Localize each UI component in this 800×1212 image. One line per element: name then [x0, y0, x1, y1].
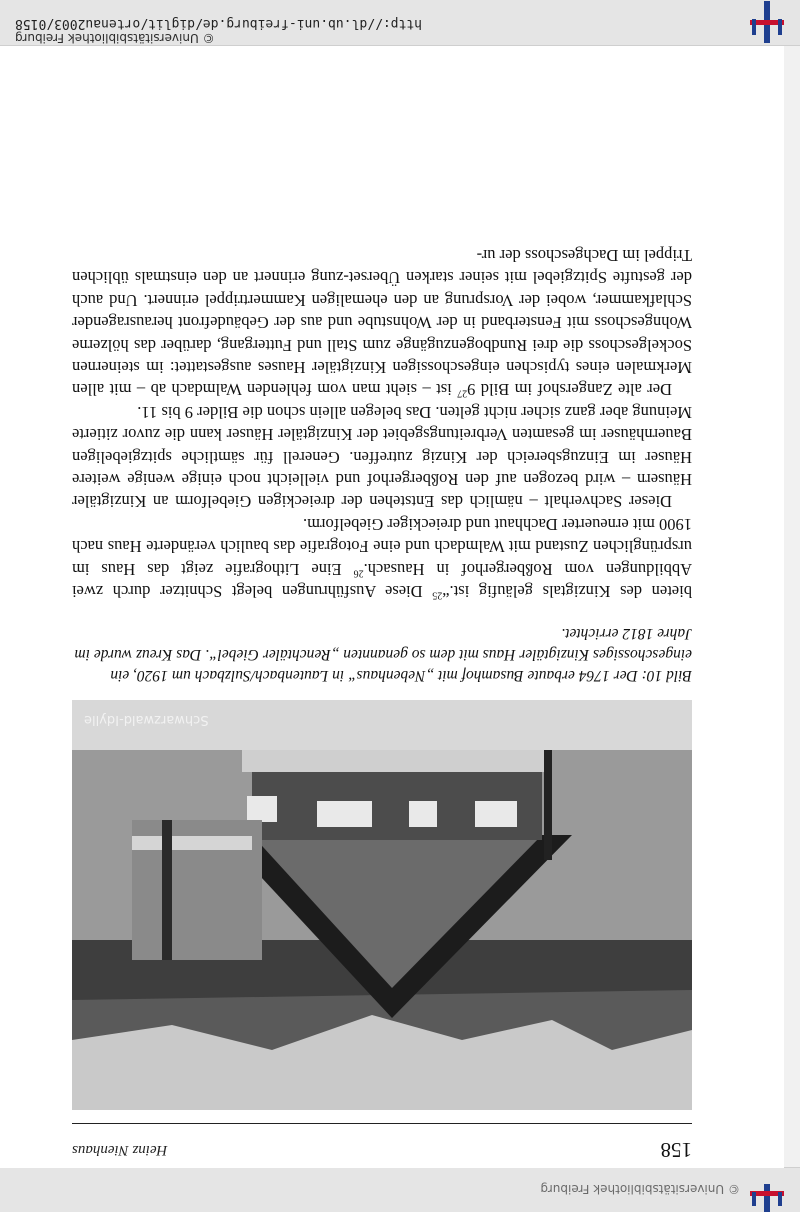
- text-run: ist – sieht man vom fehlenden Walmdach ab – mit allen Merkmalen eines typischen eingeschossigen Kinzigtäler Hauses ausgestattet: im steinernen Sockelgeschoss die drei Rundbogenzugänge zum Stall und Futtergang, darüber das hölzerne Wohngeschoss mit Fensterband in der Wohnstube und aus der Gebäudefront herausragender Schlafkammer, wobei der Vorsprung an den ehemaligen Kammertrippel erinnert. Und auch der gestufte Spitzgiebel mit seiner starken Überset-zung erinnert an den einstmals üblichen Trippel im Dachgeschoss der ur-: [71, 245, 692, 400]
- university-library-logo-icon: [744, 1, 790, 43]
- text-run: Eine Lithografie zeigt das Haus im ursprünglichen Zustand mit Walmdach und eine Fotografie das baulich veränderte Haus nach 1900 mit erneuerter Dachhaut und dreieckiger Giebelform.: [72, 514, 692, 579]
- text-run: Diese Ausführungen belegt Schnitzer durch zwei Abbildungen vom Roßbergerhof in Hausach.: [72, 559, 692, 601]
- farmhouse-photo-drawing: [72, 700, 692, 1110]
- paragraph: [72, 244, 692, 401]
- running-header-author: Heinz Nienhaus: [72, 1142, 168, 1158]
- paragraph: [72, 512, 692, 602]
- copyright-notice: © Universitätsbibliothek Freiburg: [540, 1182, 740, 1196]
- viewer-top-bar: [0, 1167, 800, 1212]
- text-run: Der alte Zangershof im Bild 9: [467, 380, 672, 400]
- farmhouse-photo: [72, 700, 692, 1110]
- footnote-ref: 26: [353, 567, 364, 579]
- university-library-logo-icon: [744, 1168, 790, 1212]
- page-number: 158: [660, 1138, 692, 1162]
- copyright-notice: © Universitätsbibliothek Freiburg: [15, 31, 215, 45]
- footnote-ref: 27: [457, 387, 468, 399]
- photo-watermark: Schwarzwald-Idylle: [84, 712, 209, 727]
- text-run: bieten des Kinzigtals geläufig ist.“: [442, 582, 692, 601]
- page-url[interactable]: http://dl.ub.uni-freiburg.de/diglit/ortenau2003/0158: [15, 16, 422, 31]
- figure-caption: Bild 10: Der 1764 erbaute Busamhof mit „Nebenhaus“ in Lautenbach/Sulzbach um 1920, ein eingeschossiges Kinzigtäler Haus mit dem so genannten „Renchtäler Giebel“. Das Kreuz wurde im Jahre 1812 errichtet.: [74, 625, 692, 684]
- viewer-bottom-bar: [0, 0, 800, 46]
- footnote-ref: 25: [432, 589, 443, 601]
- paragraph: Dieser Sachverhalt – nämlich das Entstehen der dreieckigen Giebelform an Kinzigtäler Häusern – wird bezogen auf den Roßbergerhof und vielleicht noch einige wenige weitere Häuser im Einzugsbereich der Kinzig zutreffen. Generell für sämtliche spitzgiebeligen Bauernhäuser im gesamten Verbreitungsgebiet der Kinzigtäler Häuser kann die zuvor zitierte Meinung aber ganz sicher nicht gelten. Das belegen allein schon die Bilder 9 bis 11.: [72, 402, 692, 512]
- body-text: [72, 244, 692, 603]
- header-rule: [72, 1123, 692, 1124]
